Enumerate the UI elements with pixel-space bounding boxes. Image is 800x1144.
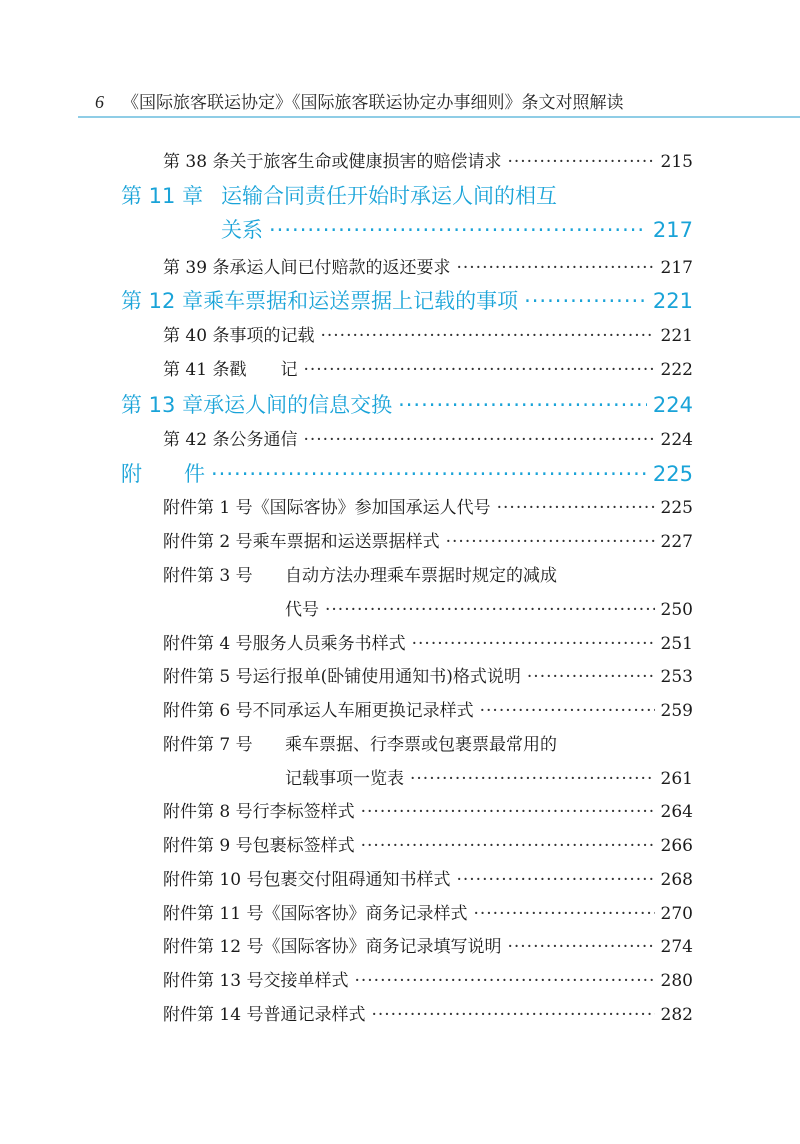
entry-number: 第 39 条 xyxy=(163,258,230,278)
entry-title: 公务通信 xyxy=(229,430,298,450)
entry-page: 280 xyxy=(660,971,693,991)
entry-number: 附件第 2 号 xyxy=(163,532,253,552)
entry-title: 交接单样式 xyxy=(263,971,349,991)
leader-dots xyxy=(325,600,655,620)
book-title: 《国际旅客联运协定》《国际旅客联运协定办事细则》条文对照解读 xyxy=(122,93,624,113)
entry-page: 215 xyxy=(660,152,693,172)
leader-dots xyxy=(303,360,654,380)
entry-number: 第 38 条 xyxy=(163,152,230,172)
toc-appendix-entry[interactable] xyxy=(163,797,693,822)
entry-page: 268 xyxy=(660,870,693,890)
entry-page: 217 xyxy=(660,258,693,278)
toc-appendix-entry[interactable] xyxy=(163,696,693,721)
entry-number: 附件第 3 号 xyxy=(163,566,253,586)
toc-appendix-entry[interactable] xyxy=(163,561,693,586)
toc-entry[interactable] xyxy=(163,253,693,278)
toc-chapter[interactable] xyxy=(121,389,693,419)
entry-page: 266 xyxy=(660,836,693,856)
entry-page: 227 xyxy=(660,532,693,552)
toc-entry[interactable] xyxy=(163,147,693,172)
toc-appendix-entry[interactable] xyxy=(163,493,693,518)
page-number: 6 xyxy=(95,92,104,112)
chapter-title: 运输合同责任开始时承运人间的相互 xyxy=(221,184,557,208)
toc-appendix-entry[interactable] xyxy=(163,831,693,856)
chapter-page: 217 xyxy=(652,218,693,242)
chapter-title: 乘车票据和运送票据上记载的事项 xyxy=(203,289,519,313)
entry-number: 第 40 条 xyxy=(163,326,230,346)
leader-dots xyxy=(211,462,647,486)
leader-dots xyxy=(303,430,654,450)
toc-appendix-entry[interactable] xyxy=(163,527,693,552)
entry-title: 事项的记载 xyxy=(229,326,315,346)
entry-number: 附件第 4 号 xyxy=(163,634,253,654)
running-header xyxy=(95,88,735,114)
leader-dots xyxy=(473,904,654,924)
entry-number: 第 42 条 xyxy=(163,430,230,450)
chapter-page: 221 xyxy=(652,289,693,313)
entry-number: 附件第 9 号 xyxy=(163,836,253,856)
toc-chapter[interactable] xyxy=(121,180,693,210)
entry-title-cont: 代号 xyxy=(285,600,319,620)
leader-dots xyxy=(527,667,655,687)
appendix-page: 225 xyxy=(652,462,693,486)
leader-dots xyxy=(446,532,655,552)
leader-dots xyxy=(361,836,655,856)
toc-appendix-entry-continuation[interactable] xyxy=(285,595,693,620)
entry-title: 不同承运人车厢更换记录样式 xyxy=(252,701,474,721)
chapter-title: 承运人间的信息交换 xyxy=(203,393,393,417)
entry-page: 222 xyxy=(660,360,693,380)
toc-appendix-entry[interactable] xyxy=(163,730,693,755)
entry-number: 第 41 条 xyxy=(163,360,230,380)
entry-page: 282 xyxy=(660,1005,693,1025)
entry-number: 附件第 6 号 xyxy=(163,701,253,721)
leader-dots xyxy=(269,218,647,242)
appendix-heading: 附 件 xyxy=(121,462,205,486)
leader-dots xyxy=(320,326,654,346)
header-rule xyxy=(78,116,800,118)
entry-title: 普通记录样式 xyxy=(263,1005,366,1025)
toc-entry[interactable] xyxy=(163,355,693,380)
entry-title: 乘车票据和运送票据样式 xyxy=(252,532,440,552)
toc-chapter[interactable] xyxy=(121,285,693,315)
leader-dots xyxy=(398,393,647,417)
entry-page: 251 xyxy=(660,634,693,654)
leader-dots xyxy=(412,634,655,654)
entry-page: 274 xyxy=(660,937,693,957)
chapter-title-cont: 关系 xyxy=(221,218,263,242)
entry-page: 270 xyxy=(660,904,693,924)
toc-entry[interactable] xyxy=(163,321,693,346)
chapter-page: 224 xyxy=(652,393,693,417)
leader-dots xyxy=(354,971,654,991)
entry-title: 服务人员乘务书样式 xyxy=(252,634,406,654)
entry-title-cont: 记载事项一览表 xyxy=(285,769,404,789)
entry-title: 行李标签样式 xyxy=(252,802,355,822)
leader-dots xyxy=(480,701,655,721)
toc-appendix-entry[interactable] xyxy=(163,899,693,924)
leader-dots xyxy=(410,769,655,789)
entry-title: 乘车票据、行李票或包裹票最常用的 xyxy=(285,735,557,755)
toc-appendix-entry[interactable] xyxy=(163,865,693,890)
toc-appendix-entry[interactable] xyxy=(163,966,693,991)
toc-appendix-entry[interactable] xyxy=(163,932,693,957)
entry-title: 承运人间已付赔款的返还要求 xyxy=(229,258,451,278)
entry-title: 《国际客协》参加国承运人代号 xyxy=(252,498,491,518)
entry-title: 自动方法办理乘车票据时规定的减成 xyxy=(285,566,557,586)
toc-appendix-entry-continuation[interactable] xyxy=(285,764,693,789)
entry-page: 261 xyxy=(660,769,693,789)
entry-number: 附件第 14 号 xyxy=(163,1005,264,1025)
entry-title: 包裹标签样式 xyxy=(252,836,355,856)
leader-dots xyxy=(507,152,654,172)
leader-dots xyxy=(371,1005,654,1025)
toc-appendix-entry[interactable] xyxy=(163,629,693,654)
toc-appendix-heading[interactable] xyxy=(121,458,693,488)
chapter-number: 第 13 章 xyxy=(121,393,204,417)
entry-page: 259 xyxy=(660,701,693,721)
entry-title: 《国际客协》商务记录样式 xyxy=(263,904,468,924)
toc-appendix-entry[interactable] xyxy=(163,1000,693,1025)
entry-page: 224 xyxy=(660,430,693,450)
entry-number: 附件第 13 号 xyxy=(163,971,264,991)
entry-page: 264 xyxy=(660,802,693,822)
chapter-number: 第 12 章 xyxy=(121,289,204,313)
leader-dots xyxy=(456,258,654,278)
entry-page: 225 xyxy=(660,498,693,518)
leader-dots xyxy=(497,498,655,518)
leader-dots xyxy=(507,937,654,957)
entry-page: 221 xyxy=(660,326,693,346)
entry-number: 附件第 5 号 xyxy=(163,667,253,687)
entry-title: 戳 记 xyxy=(229,360,298,380)
leader-dots xyxy=(456,870,654,890)
entry-page: 250 xyxy=(660,600,693,620)
entry-page: 253 xyxy=(660,667,693,687)
entry-title: 《国际客协》商务记录填写说明 xyxy=(263,937,502,957)
entry-number: 附件第 11 号 xyxy=(163,904,264,924)
toc-appendix-entry[interactable] xyxy=(163,662,693,687)
entry-title: 关于旅客生命或健康损害的赔偿请求 xyxy=(229,152,502,172)
toc-entry[interactable] xyxy=(163,425,693,450)
entry-number: 附件第 7 号 xyxy=(163,735,253,755)
leader-dots xyxy=(524,289,647,313)
entry-title: 包裹交付阻碍通知书样式 xyxy=(263,870,451,890)
entry-number: 附件第 10 号 xyxy=(163,870,264,890)
toc-chapter-continuation[interactable] xyxy=(221,214,693,244)
chapter-number: 第 11 章 xyxy=(121,184,204,208)
entry-title: 运行报单(卧铺使用通知书)格式说明 xyxy=(252,667,521,687)
entry-number: 附件第 8 号 xyxy=(163,802,253,822)
entry-number: 附件第 1 号 xyxy=(163,498,253,518)
entry-number: 附件第 12 号 xyxy=(163,937,264,957)
leader-dots xyxy=(361,802,655,822)
